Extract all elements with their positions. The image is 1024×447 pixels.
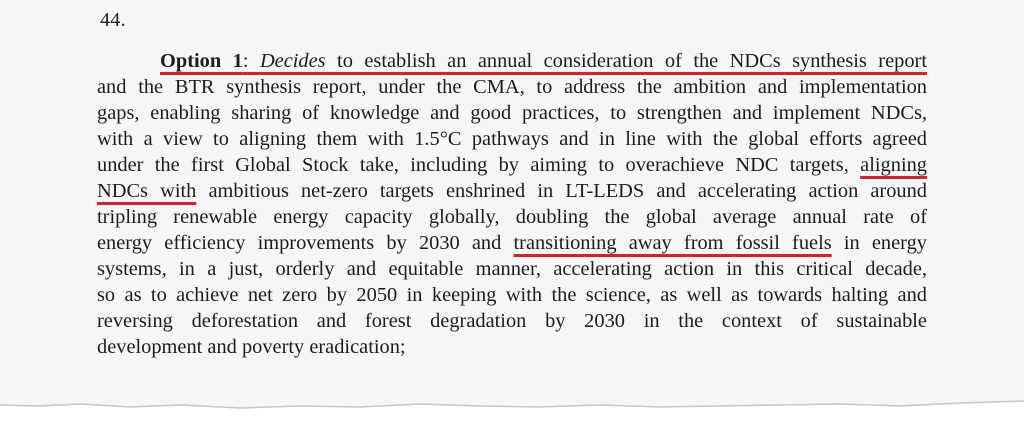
highlight-option-phrase: [160, 50, 927, 72]
highlight-aligning: aligning: [860, 154, 927, 176]
paragraph-line-2: and the BTR synthesis report, under the CMA, to address the ambition and implementation: [97, 76, 927, 98]
decision-verb: Decides: [259, 50, 326, 72]
line6-text: ambitious net-zero targets enshrined in LT-LEDS and accelerating action around: [196, 180, 927, 202]
paragraph-line-5: [97, 152, 927, 178]
paragraph-line-1: [160, 48, 927, 74]
paragraph-line-6: [97, 178, 927, 204]
paragraph-line-4: with a view to aligning them with 1.5°C pathways and in line with the global efforts agreed: [97, 128, 927, 150]
line5-text: under the first Global Stock take, including by aiming to overachieve NDC targets,: [97, 154, 861, 176]
colon: :: [242, 50, 249, 72]
line8-text-b: in energy: [831, 232, 927, 254]
paragraph-line-10: so as to achieve net zero by 2050 in keeping with the science, as well as towards halting and: [97, 284, 927, 306]
paragraph-line-11: reversing deforestation and forest degradation by 2030 in the context of sustainable: [97, 310, 927, 332]
paragraph-line-9: systems, in a just, orderly and equitable manner, accelerating action in this critical decade,: [97, 258, 927, 280]
paragraph-line-7: tripling renewable energy capacity globally, doubling the global average annual rate of: [97, 206, 927, 228]
paragraph-number: 44.: [100, 9, 126, 31]
highlight-transitioning: transitioning away from fossil fuels: [513, 232, 832, 254]
paragraph-line-12: development and poverty eradication;: [97, 336, 406, 358]
line8-text-a: energy efficiency improvements by 2030 and: [97, 232, 514, 254]
option-label: Option 1: [160, 50, 243, 72]
torn-paper-edge: [0, 385, 1024, 447]
line1-text: to establish an annual consideration of the NDCs synthesis report: [325, 50, 927, 72]
highlight-ndcs-with: NDCs with: [97, 180, 197, 202]
paragraph-line-3: gaps, enabling sharing of knowledge and good practices, to strengthen and implement NDCs,: [97, 102, 927, 124]
paragraph-line-8: [97, 230, 927, 256]
